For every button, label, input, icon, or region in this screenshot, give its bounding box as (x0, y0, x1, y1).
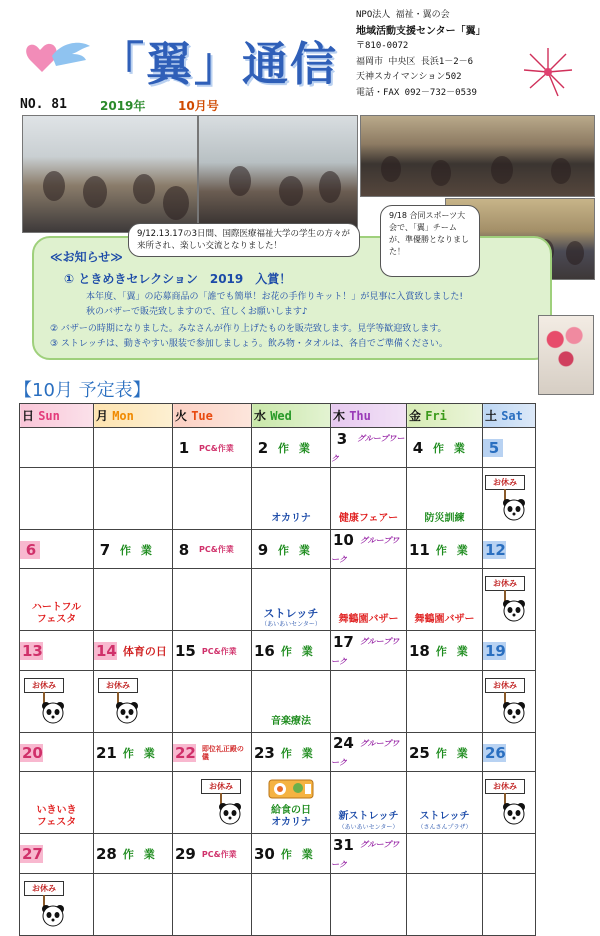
event-new-stretch: 新ストレッチ (338, 811, 399, 822)
day-25: 25 作 業 (407, 732, 483, 772)
callout-students: 9/12.13.17の3日間、国際医療福祉大学の学生の方々が来所され、楽しい交流となりました！ (128, 223, 360, 257)
weekday-sun: 日 Sun (20, 404, 94, 428)
day-21: 21 作 業 (94, 732, 173, 772)
callout-sports: 9/18 合同スポーツ大会で、「翼」チームが、準優勝となりました！ (380, 205, 480, 277)
event-stretch: ストレッチ (419, 811, 470, 822)
event-ikiiki: いきいき (36, 805, 77, 816)
holiday-sign: お休み (485, 576, 525, 591)
day-31: 31 グループワーク (331, 834, 407, 874)
day-8: 8 PC&作業 (173, 529, 252, 569)
holiday-panda (24, 678, 70, 728)
org-type: NPO法人 福祉・翼の会 (356, 10, 450, 20)
holiday-panda (485, 475, 531, 525)
photo-sports-hall (360, 115, 595, 197)
holiday-sign: お休み (98, 678, 138, 693)
weekday-fri: 金 Fri (407, 404, 483, 428)
day-empty (20, 428, 94, 468)
issue-month: 10月号 (178, 99, 219, 113)
notice-item-1-line-1: 本年度、「翼」の応募商品の「誰でも簡単！お花の手作りキット！」が見事に入賞致しました! (86, 292, 463, 302)
day-22: 22 即位礼正殿の儀 (173, 732, 252, 772)
photo-classroom (22, 115, 198, 233)
wing-heart-logo-icon (22, 36, 92, 80)
day-12: 12 (483, 529, 536, 569)
event-okarina: オカリナ (271, 512, 311, 524)
weekday-mon: 月 Mon (94, 404, 173, 428)
weekday-sat: 土 Sat (483, 404, 536, 428)
notice-item-3: ③ ストレッチは、動きやすい服装で参加しましょう。飲み物・タオルは、各自でご準備ください。 (50, 339, 448, 349)
red-flower-icon (520, 44, 576, 100)
event-disaster-drill: 防災訓練 (424, 512, 465, 524)
day-18: 18 作 業 (407, 631, 483, 671)
weekday-thu: 木 Thu (331, 404, 407, 428)
panda-icon (40, 903, 66, 929)
week-4-top (20, 732, 536, 772)
day-24: 24 グループワーク (331, 732, 407, 772)
holiday-panda (98, 678, 144, 728)
day-7: 7 作 業 (94, 529, 173, 569)
panda-icon (217, 801, 243, 827)
day-empty (483, 834, 536, 874)
day-1: 1 PC&作業 (173, 428, 252, 468)
day-11: 11 作 業 (407, 529, 483, 569)
calendar-header-row (20, 404, 536, 428)
notice-item-1: ① ときめきセレクション 2019 入賞！ (64, 272, 292, 286)
day-20: 20 (20, 732, 94, 772)
panda-icon (501, 598, 527, 624)
event-stretch-venue: （あいあいセンター） (261, 621, 321, 628)
week-2-body (20, 569, 536, 631)
holiday-sign: お休み (485, 779, 525, 794)
holiday-panda (485, 678, 531, 728)
week-1-top (20, 428, 536, 468)
event-bazaar: 舞鶴園バザー (338, 614, 399, 625)
event-new-stretch-venue: （あいあいセンター） (338, 824, 399, 831)
header (0, 0, 600, 112)
day-6: 6 (20, 529, 94, 569)
day-26: 26 (483, 732, 536, 772)
day-9: 9 作 業 (252, 529, 331, 569)
event-heartful: ハートフル (31, 602, 82, 613)
event-okarina: オカリナ (271, 817, 311, 828)
day-empty (407, 834, 483, 874)
event-festa: フェスタ (36, 614, 77, 625)
week-1-body (20, 467, 536, 529)
day-14: 14 体育の日 (94, 631, 173, 671)
notice-item-1-body (86, 290, 556, 320)
org-postal: 〒810-0072 (356, 41, 409, 51)
event-festa: フェスタ (36, 817, 77, 828)
holiday-panda (485, 779, 531, 829)
day-15: 15 PC&作業 (173, 631, 252, 671)
weekday-wed: 水 Wed (252, 404, 331, 428)
photo-meeting (198, 115, 358, 233)
calendar (19, 403, 536, 936)
holiday-sign: お休み (24, 678, 64, 693)
org-phone: 電話・FAX 092－732－0539 (356, 87, 477, 98)
event-health-fair: 健康フェアー (338, 512, 399, 524)
notice-item-1-line-2: 秋のバザーで販売致しますので、宜しくお願いします♪ (86, 307, 308, 317)
weekday-tue: 火 Tue (173, 404, 252, 428)
day-4: 4 作 業 (407, 428, 483, 468)
event-stretch-venue: （さんさんプラザ） (417, 824, 472, 831)
holiday-sign: お休み (201, 779, 241, 794)
lunch-tray-icon (268, 777, 314, 799)
event-music-therapy: 音楽療法 (271, 715, 311, 727)
day-5: 5 (483, 428, 536, 468)
day-10: 10 グループワーク (331, 529, 407, 569)
week-5-top (20, 834, 536, 874)
day-2: 2 作 業 (252, 428, 331, 468)
org-name: 地域活動支援センター「翼」 (356, 25, 486, 37)
panda-icon (501, 700, 527, 726)
photo-flower-kit (538, 315, 594, 395)
panda-icon (114, 700, 140, 726)
org-building: 天神スカイマンション502 (356, 72, 462, 82)
day-3: 3 グループワーク (331, 428, 407, 468)
day-27: 27 (20, 834, 94, 874)
notice-title: ≪お知らせ≫ (50, 250, 123, 264)
notice-item-2: ② バザーの時期になりました。みなさんが作り上げたものを販売致します。見学等歓迎致します。 (50, 324, 447, 334)
holiday-panda (24, 881, 70, 931)
day-28: 28 作 業 (94, 834, 173, 874)
panda-icon (501, 801, 527, 827)
day-13: 13 (20, 631, 94, 671)
day-30: 30 作 業 (252, 834, 331, 874)
week-3-body (20, 670, 536, 732)
day-16: 16 作 業 (252, 631, 331, 671)
week-3-top (20, 631, 536, 671)
event-lunch-day: 給食の日 (271, 805, 311, 816)
event-stretch: ストレッチ (263, 607, 319, 620)
holiday-sign: お休み (24, 881, 64, 896)
issue-year: 2019年 (100, 99, 146, 113)
schedule-title: 【10月 予定表】 (14, 380, 151, 401)
week-5-body (20, 873, 536, 935)
holiday-sign: お休み (485, 475, 525, 490)
panda-icon (40, 700, 66, 726)
day-19: 19 (483, 631, 536, 671)
org-address: 福岡市 中央区 長浜1－2－6 (356, 56, 474, 67)
newsletter-title: 「翼」通信 (98, 37, 338, 91)
issue-number: NO. 81 (20, 97, 67, 112)
event-bazaar: 舞鶴園バザー (414, 614, 475, 625)
panda-icon (501, 497, 527, 523)
day-17: 17 グループワーク (331, 631, 407, 671)
day-empty (94, 428, 173, 468)
day-29: 29 PC&作業 (173, 834, 252, 874)
holiday-panda (485, 576, 531, 626)
day-23: 23 作 業 (252, 732, 331, 772)
holiday-panda (201, 779, 247, 829)
holiday-sign: お休み (485, 678, 525, 693)
week-4-body (20, 772, 536, 834)
week-2-top (20, 529, 536, 569)
